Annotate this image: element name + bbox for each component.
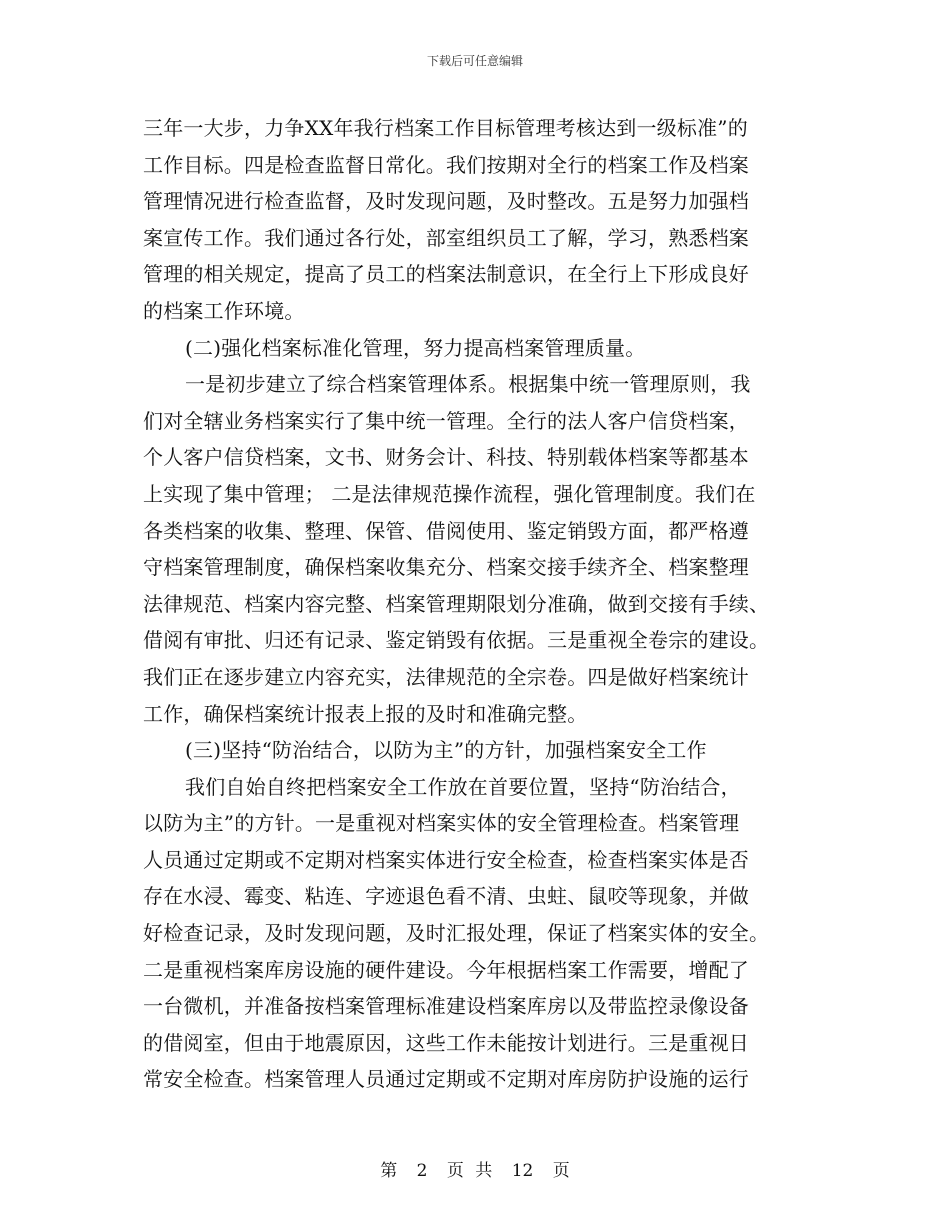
body-line: 一是初步建立了综合档案管理体系。根据集中统一管理原则，我	[185, 372, 751, 397]
page-mid: 页 共	[446, 1161, 493, 1181]
body-line: 二是重视档案库房设施的硬件建设。今年根据档案工作需要，增配了	[143, 957, 749, 982]
body-line: 好检查记录，及时发现问题，及时汇报处理，保证了档案实体的安全。	[143, 921, 770, 946]
body-line: 存在水浸、霉变、粘连、字迹退色看不清、虫蛀、鼠咬等现象，并做	[143, 884, 749, 909]
body-line: 人员通过定期或不定期对档案实体进行安全检查，检查档案实体是否	[143, 847, 749, 872]
body-line: 常安全检查。档案管理人员通过定期或不定期对库房防护设施的运行	[143, 1067, 749, 1092]
page-header: 下载后可任意编辑	[426, 54, 523, 68]
body-line: 一台微机，并准备按档案管理标准建设档案库房以及带监控录像设备	[143, 994, 749, 1019]
body-line: 个人客户信贷档案，文书、财务会计、科技、特别载体档案等都基本	[143, 445, 749, 470]
page-suffix: 页	[552, 1161, 570, 1181]
section-heading: (三)坚持“防治结合，以防为主”的方针，加强档案安全工作	[185, 738, 707, 763]
body-line: 法律规范、档案内容完整、档案管理期限划分准确，做到交接有手续、	[143, 591, 770, 616]
document-body	[143, 110, 808, 1098]
body-line: 我们正在逐步建立内容充实，法律规范的全宗卷。四是做好档案统计	[143, 664, 749, 689]
body-line: 上实现了集中管理； 二是法律规范操作流程，强化管理制度。我们在	[143, 481, 756, 506]
page-total: 12	[511, 1161, 534, 1181]
body-line: 管理情况进行检查监督，及时发现问题，及时整改。五是努力加强档	[143, 189, 749, 214]
body-line: 的借阅室，但由于地震原因，这些工作未能按计划进行。三是重视日	[143, 1030, 749, 1055]
body-line: 工作，确保档案统计报表上报的及时和准确完整。	[143, 701, 588, 726]
body-line: 工作目标。四是检查监督日常化。我们按期对全行的档案工作及档案	[143, 152, 749, 177]
page-footer	[0, 1156, 950, 1181]
page-number: 2	[416, 1161, 428, 1181]
body-line: 案宣传工作。我们通过各行处，部室组织员工了解，学习，熟悉档案	[143, 225, 749, 250]
body-line: 各类档案的收集、整理、保管、借阅使用、鉴定销毁方面，都严格遵	[143, 518, 749, 543]
body-line: 们对全辖业务档案实行了集中统一管理。全行的法人客户信贷档案，	[143, 408, 749, 433]
page-prefix: 第	[380, 1161, 398, 1181]
body-line: 借阅有审批、归还有记录、鉴定销毁有依据。三是重视全卷宗的建设。	[143, 628, 770, 653]
body-line: 守档案管理制度，确保档案收集充分、档案交接手续齐全、档案整理	[143, 555, 749, 580]
body-line: 管理的相关规定，提高了员工的档案法制意识，在全行上下形成良好	[143, 262, 749, 287]
section-heading: (二)强化档案标准化管理，努力提高档案管理质量。	[185, 335, 646, 360]
body-line: 三年一大步，力争XX年我行档案工作目标管理考核达到一级标准”的	[143, 116, 748, 140]
body-line: 以防为主”的方针。一是重视对档案实体的安全管理检查。档案管理	[143, 811, 740, 836]
body-line: 的档案工作环境。	[143, 298, 305, 323]
body-line: 我们自始自终把档案安全工作放在首要位置，坚持“防治结合，	[185, 774, 741, 799]
